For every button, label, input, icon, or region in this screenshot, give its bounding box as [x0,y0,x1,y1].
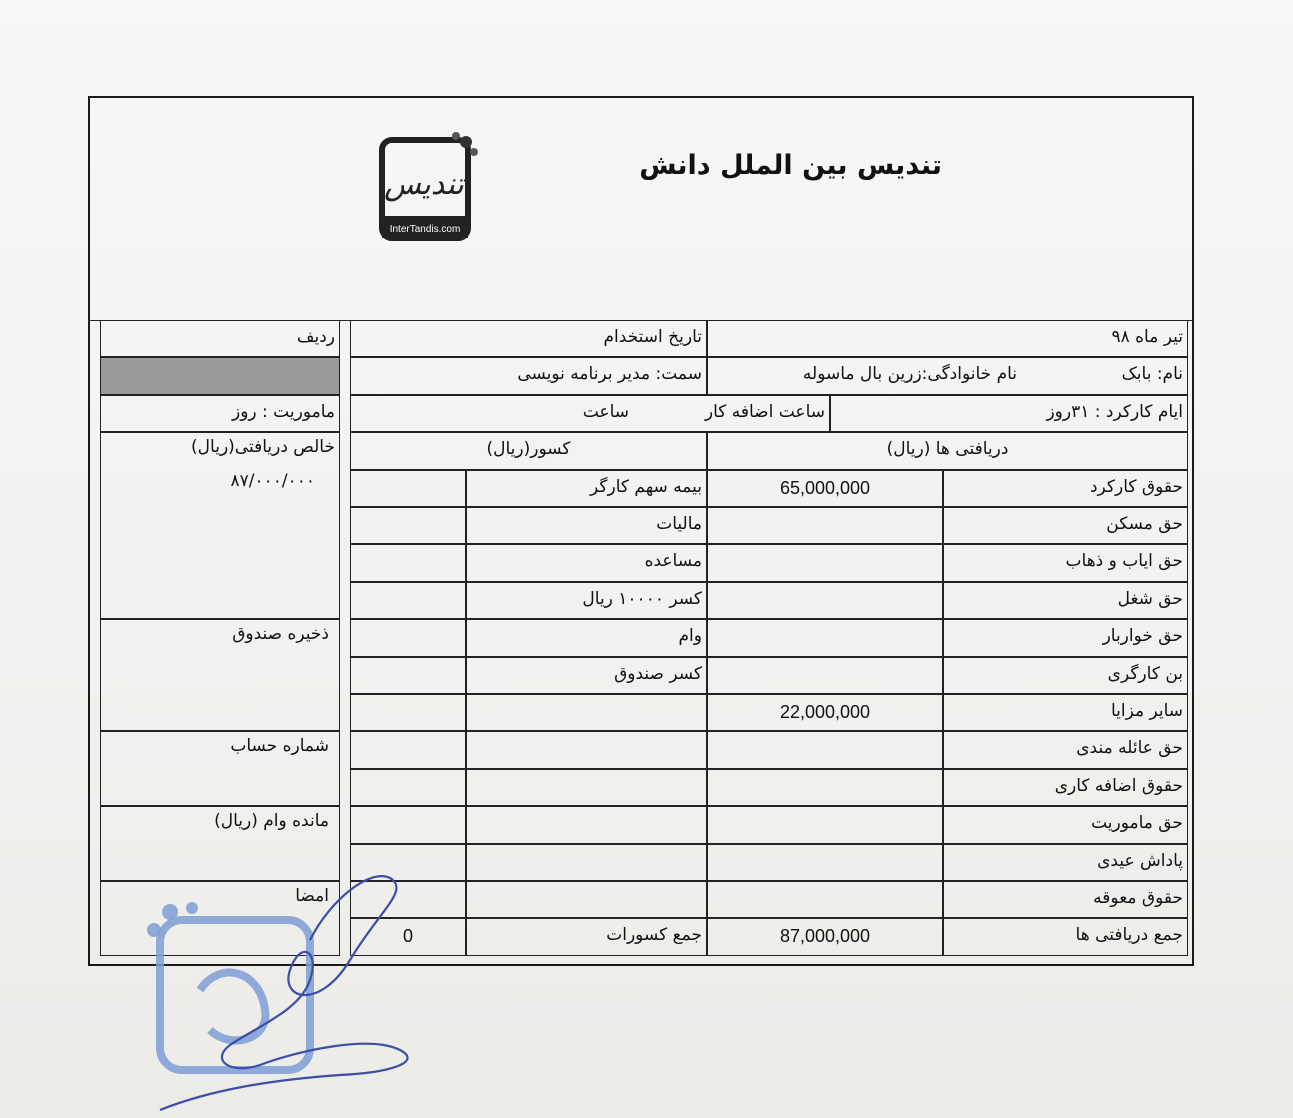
deduction-label-cell [466,544,707,581]
row-number-cell [100,320,340,357]
deduction-label-cell [466,507,707,544]
deduction-label: وام [678,626,702,647]
deduction-label: مساعده [644,551,702,572]
earnings-label-cell [943,694,1188,731]
earnings-header [707,432,1188,469]
earnings-value: 87,000,000 [779,926,871,947]
earnings-label-cell [943,470,1188,507]
earnings-label: بن کارگری [1107,663,1183,684]
deduction-value-cell [350,694,466,731]
net-pay-amount: ۸۷/۰۰۰/۰۰۰ [230,471,315,492]
earnings-label-cell [943,844,1188,881]
overtime-cell [350,395,830,432]
deduction-value-cell [350,507,466,544]
company-logo [378,128,478,248]
deduction-value-cell [350,657,466,694]
deduction-label-cell [466,657,707,694]
work-days-label: ایام کارکرد : ۳۱روز [1046,401,1183,422]
deduction-value-cell [350,769,466,806]
deduction-label-cell [466,694,707,731]
earnings-label: حق ایاب و ذهاب [1065,551,1183,572]
earnings-value-cell [707,806,943,843]
work-days-cell [830,395,1188,432]
handwritten-signature [150,860,430,1118]
overtime-unit: ساعت [582,401,629,422]
earnings-value-cell [707,507,943,544]
deduction-label-cell [466,731,707,768]
earnings-label: حقوق کارکرد [1089,476,1183,497]
deduction-value-cell [350,582,466,619]
mission-cell [100,395,340,432]
deduction-label-cell [466,881,707,918]
earnings-value-cell [707,582,943,619]
earnings-value-cell [707,619,943,656]
earnings-value-cell [707,769,943,806]
row-label: ردیف [296,327,335,347]
deductions-total-label-cell [466,918,707,955]
earnings-label-cell [943,619,1188,656]
signature-box-text: امضا [295,886,329,906]
fund-savings-box-text: ذخیره صندوق [232,624,329,645]
earnings-label-cell [943,806,1188,843]
logo-url: InterTandis.com [389,224,461,235]
earnings-value-cell [707,694,943,731]
earnings-label-cell [943,881,1188,918]
earnings-label-cell [943,582,1188,619]
earnings-label: پاداش عیدی [1097,850,1183,871]
payslip-frame [88,96,1194,966]
hire-date-label: تاریخ استخدام [603,327,702,347]
earnings-header-text: دریافتی ها (ریال) [886,439,1009,460]
earnings-label: حق خواربار [1102,626,1183,647]
deduction-label-cell [466,470,707,507]
last-name-label: نام خانوادگی:زرین بال ماسوله [802,364,1017,385]
month-label: تیر ماه ۹۸ [1111,327,1183,347]
earnings-value-cell [707,881,943,918]
deduction-label-cell [466,806,707,843]
earnings-value: 65,000,000 [779,477,871,498]
earnings-value-cell [707,657,943,694]
earnings-total-label-cell [943,918,1188,955]
earnings-label: حق ماموریت [1091,813,1183,834]
loan-balance-box-text: مانده وام (ریال) [214,811,329,832]
month-cell [707,320,1188,357]
deduction-label-cell [466,844,707,881]
earnings-label-cell [943,657,1188,694]
company-name: تندیس بین الملل دانش [639,150,942,181]
deduction-label-cell [466,769,707,806]
deduction-label: مالیات [656,514,702,534]
deduction-label-cell [466,582,707,619]
earnings-label-cell [943,769,1188,806]
net-pay-box [100,432,340,619]
earnings-label: سایر مزایا [1110,701,1183,721]
earnings-label-cell [943,731,1188,768]
earnings-label: حق مسکن [1106,514,1183,534]
earnings-value-cell [707,470,943,507]
deductions-total-value: 0 [402,926,414,947]
earnings-label: حقوق اضافه کاری [1054,775,1183,796]
deduction-label: بیمه سهم کارگر [590,476,702,497]
first-name-label: نام: بابک [1121,364,1183,385]
deduction-value-cell [350,806,466,843]
earnings-value: 22,000,000 [779,702,871,722]
mission-label: ماموریت : روز [232,401,335,422]
deduction-value-cell [350,544,466,581]
earnings-label-cell [943,544,1188,581]
earnings-label: حق عائله مندی [1076,738,1183,759]
employee-name-cell [707,357,1188,394]
deduction-label: کسر ۱۰۰۰۰ ریال [582,588,702,609]
deduction-label: کسر صندوق [614,663,702,684]
net-pay-label: خالص دریافتی(ریال) [191,437,335,458]
overtime-label: ساعت اضافه کار [704,401,825,422]
logo-text: تندیس [384,167,464,202]
earnings-label: حقوق معوقه [1093,888,1183,908]
deduction-value-cell [350,619,466,656]
earnings-total-value-cell [707,918,943,955]
deductions-header-text: کسور(ریال) [486,439,571,460]
deductions-header [350,432,707,469]
position-cell [350,357,707,394]
deduction-label: جمع کسورات [606,925,702,946]
hire-date-cell [350,320,707,357]
deduction-label-cell [466,619,707,656]
account-number-box-text: شماره حساب [230,736,329,757]
position-label: سمت: مدیر برنامه نویسی [517,364,702,385]
deduction-value-cell [350,470,466,507]
earnings-label: جمع دریافتی ها [1075,925,1183,946]
earnings-label: حق شغل [1117,588,1183,609]
redacted-cell [100,357,340,394]
earnings-value-cell [707,731,943,768]
earnings-value-cell [707,844,943,881]
payslip-header [90,98,1192,321]
earnings-value-cell [707,544,943,581]
fund-savings-box [100,619,340,731]
earnings-label-cell [943,507,1188,544]
account-number-box [100,731,340,806]
deduction-value-cell [350,731,466,768]
